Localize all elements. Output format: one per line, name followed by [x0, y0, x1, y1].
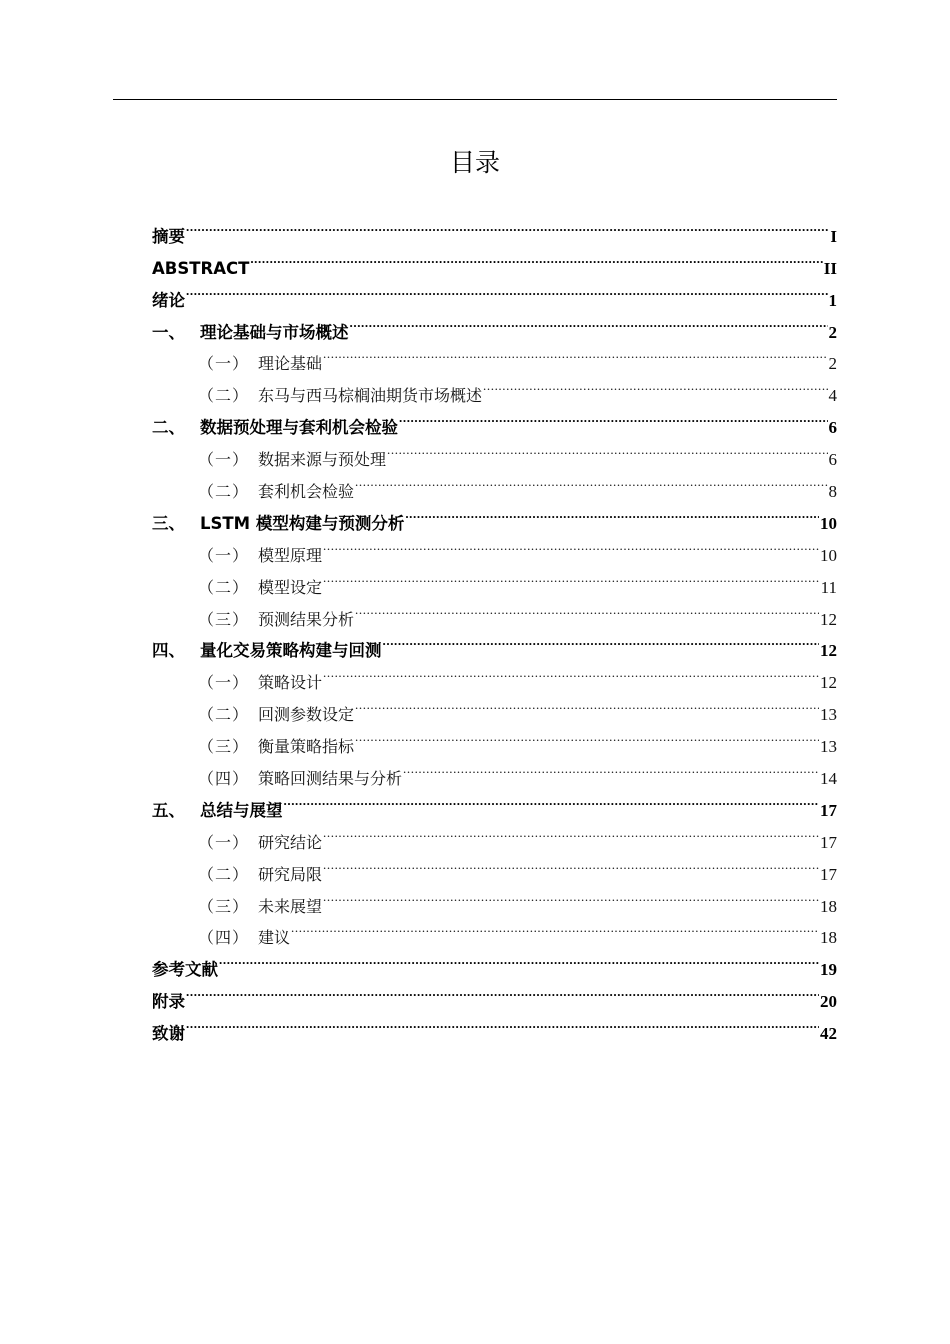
- toc-entry-title: 未来展望: [258, 896, 323, 916]
- toc-entry[interactable]: [152, 1007, 837, 1044]
- toc-entry-title: 数据预处理与套利机会检验: [200, 418, 398, 438]
- toc-dot-leader: [323, 529, 819, 561]
- toc-entry-title: 衡量策略指标: [258, 737, 355, 757]
- toc-entry-page-number: 10: [820, 513, 837, 533]
- toc-entry-number: （二）: [198, 705, 250, 725]
- toc-entry-page-number: 18: [820, 896, 837, 916]
- toc-dot-leader: [403, 752, 819, 784]
- toc-entry-page-number: 4: [828, 386, 837, 406]
- toc-dot-leader: [355, 688, 819, 720]
- toc-entry-page-number: 12: [820, 673, 837, 693]
- toc-entry-number: （一）: [198, 450, 250, 470]
- toc-entry-title: 研究结论: [258, 832, 323, 852]
- toc-entry-number: （四）: [198, 769, 250, 789]
- toc-dot-leader: [323, 338, 827, 370]
- toc-entry-page-number: 17: [820, 832, 837, 852]
- toc-entry-number: （二）: [198, 864, 250, 884]
- toc-entry-title: 量化交易策略构建与回测: [200, 641, 382, 661]
- toc-entry-title: LSTM 模型构建与预测分析: [200, 513, 405, 533]
- toc-entry-page-number: 17: [820, 800, 837, 820]
- toc-entry-number: 一、: [152, 322, 185, 342]
- toc-entry-number: （三）: [198, 896, 250, 916]
- toc-entry[interactable]: [152, 975, 837, 1012]
- toc-entry-page-number: 13: [820, 737, 837, 757]
- toc-entry-page-number: 8: [828, 482, 837, 502]
- toc-dot-leader: [291, 912, 819, 944]
- toc-entry-number: 四、: [152, 641, 185, 661]
- toc-entry-page-number: 42: [820, 1024, 837, 1044]
- toc-entry-number: （四）: [198, 928, 250, 948]
- toc-entry-number: （一）: [198, 673, 250, 693]
- toc-entry-title: 总结与展望: [200, 800, 283, 820]
- toc-dot-leader: [323, 656, 819, 688]
- toc-entry-page-number: 6: [828, 418, 837, 438]
- toc-dot-leader: [186, 975, 819, 1007]
- toc-entry-number: 三、: [152, 513, 185, 533]
- toc-entry-number: （一）: [198, 832, 250, 852]
- toc-dot-leader: [399, 401, 828, 433]
- toc-dot-leader: [323, 848, 819, 880]
- toc-entry[interactable]: [152, 306, 837, 342]
- toc-entry-title: 摘要: [152, 226, 185, 246]
- toc-entry-title: 东马与西马棕榈油期货市场概述: [258, 386, 483, 406]
- toc-entry-title: 绪论: [152, 290, 185, 310]
- toc-entry-page-number: 13: [820, 705, 837, 725]
- toc-entry-title: 预测结果分析: [258, 609, 355, 629]
- toc-entry-page-number: 14: [820, 769, 837, 789]
- toc-title: 目录: [449, 148, 500, 177]
- toc-entry-number: （二）: [198, 577, 250, 597]
- toc-entry[interactable]: [152, 210, 837, 246]
- toc-entry-title: 数据来源与预处理: [258, 450, 387, 470]
- toc-dot-leader: [483, 369, 827, 401]
- toc-entry-page-number: I: [830, 226, 837, 246]
- toc-dot-leader: [219, 943, 819, 975]
- toc-entry-number: （一）: [198, 545, 250, 565]
- toc-dot-leader: [284, 784, 820, 816]
- toc-entry-page-number: 2: [828, 354, 837, 374]
- header-rule: [113, 99, 837, 100]
- toc-entry-number: （二）: [198, 386, 250, 406]
- toc-entry-number: 二、: [152, 418, 185, 438]
- toc-dot-leader: [405, 497, 819, 529]
- toc-entry[interactable]: [152, 274, 837, 310]
- toc-entry-title: 理论基础: [258, 354, 323, 374]
- toc-entry-page-number: 19: [820, 960, 837, 980]
- toc-entry-page-number: 12: [820, 609, 837, 629]
- toc-entry-number: （一）: [198, 354, 250, 374]
- toc-dot-leader: [323, 816, 819, 848]
- toc-entry-page-number: 18: [820, 928, 837, 948]
- toc-entry-title: 研究局限: [258, 864, 323, 884]
- toc-entry-number: （二）: [198, 482, 250, 502]
- toc-dot-leader: [186, 1007, 819, 1039]
- toc-entry-page-number: 17: [820, 864, 837, 884]
- toc-entry-title: 参考文献: [152, 960, 218, 980]
- toc-entry-page-number: 6: [828, 450, 837, 470]
- toc-entry-title: 模型原理: [258, 545, 323, 565]
- toc-entry[interactable]: [152, 943, 837, 980]
- toc-entry-title: 模型设定: [258, 577, 323, 597]
- toc-entry[interactable]: [152, 242, 837, 278]
- toc-entry-number: （三）: [198, 609, 250, 629]
- table-of-contents: [152, 210, 837, 1044]
- toc-dot-leader: [186, 274, 828, 306]
- toc-dot-leader: [355, 720, 819, 752]
- toc-entry-title: 套利机会检验: [258, 482, 355, 502]
- toc-entry-page-number: 12: [820, 641, 837, 661]
- toc-dot-leader: [383, 625, 820, 657]
- toc-dot-leader: [355, 465, 827, 497]
- toc-entry-page-number: 1: [828, 290, 837, 310]
- toc-entry-title: 建议: [258, 928, 291, 948]
- toc-dot-leader: [323, 561, 820, 593]
- toc-entry-title: 策略设计: [258, 673, 323, 693]
- toc-dot-leader: [387, 433, 827, 465]
- toc-entry-page-number: 11: [820, 577, 837, 597]
- toc-entry-title: 回测参数设定: [258, 705, 355, 725]
- toc-dot-leader: [323, 880, 819, 912]
- toc-entry-title: 致谢: [152, 1024, 185, 1044]
- toc-entry-page-number: II: [823, 258, 837, 278]
- toc-entry-title: 理论基础与市场概述: [200, 322, 349, 342]
- toc-dot-leader: [355, 593, 819, 625]
- toc-dot-leader: [186, 210, 829, 242]
- toc-entry-page-number: 20: [820, 992, 837, 1012]
- toc-entry-title: 策略回测结果与分析: [258, 769, 403, 789]
- toc-entry-page-number: 2: [828, 322, 837, 342]
- toc-entry-number: （三）: [198, 737, 250, 757]
- toc-dot-leader: [350, 306, 828, 338]
- toc-entry-title: ABSTRACT: [152, 258, 250, 278]
- toc-entry-number: 五、: [152, 800, 185, 820]
- toc-entry-title: 附录: [152, 992, 185, 1012]
- toc-dot-leader: [250, 242, 822, 274]
- toc-entry-page-number: 10: [820, 545, 837, 565]
